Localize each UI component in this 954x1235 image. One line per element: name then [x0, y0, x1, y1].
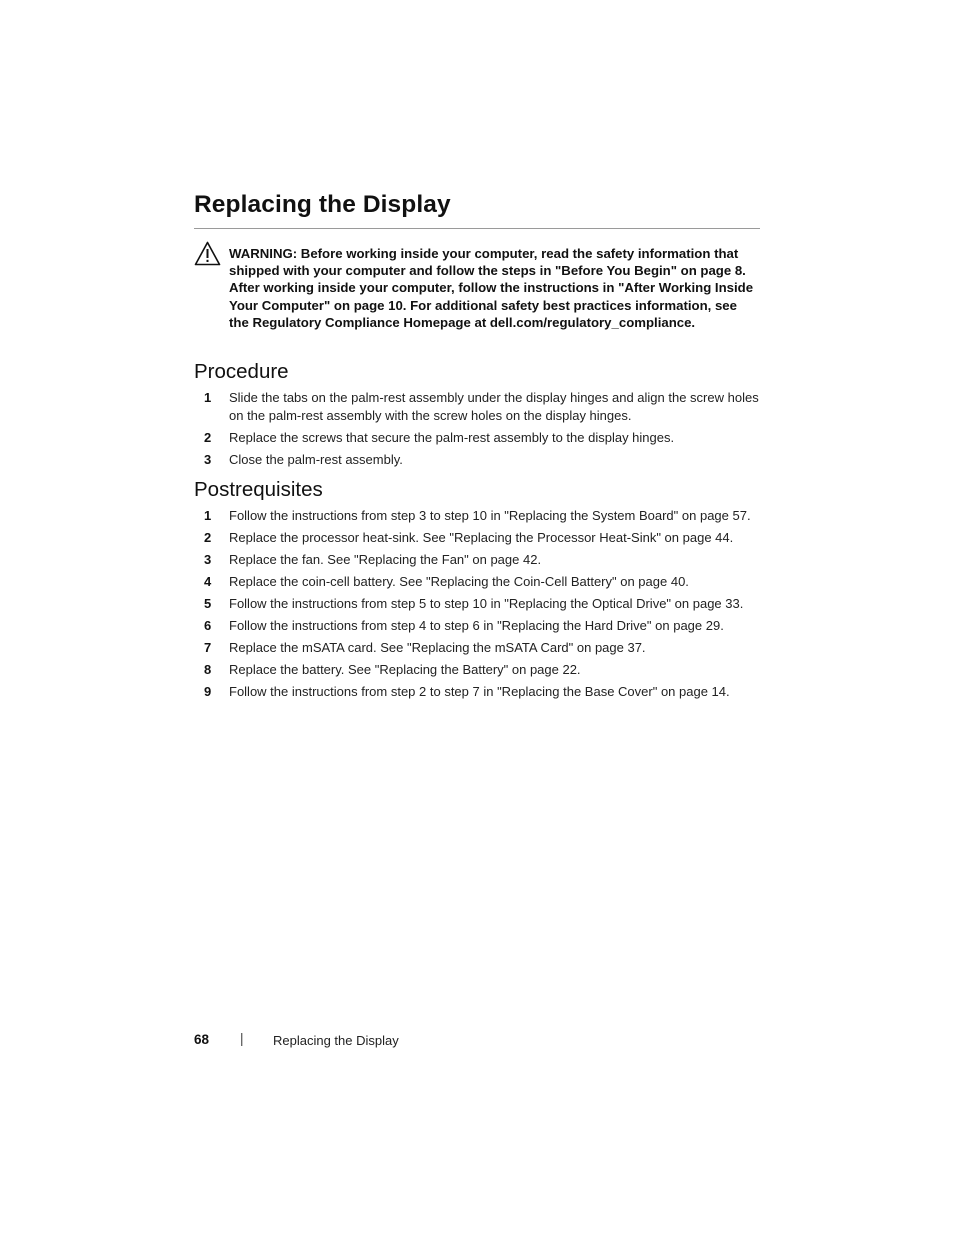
- step-number: 1: [204, 390, 212, 405]
- list-item: [194, 639, 764, 657]
- step-number: 6: [204, 618, 212, 633]
- step-text: Replace the mSATA card. See "Replacing the mSATA Card" on page 37.: [229, 640, 646, 655]
- step-number: 1: [204, 508, 212, 523]
- list-item: [194, 451, 764, 469]
- postrequisites-heading: Postrequisites: [194, 478, 323, 501]
- list-item: [194, 429, 764, 447]
- step-number: 4: [204, 574, 212, 589]
- page-title: Replacing the Display: [194, 191, 451, 218]
- step-number: 8: [204, 662, 212, 677]
- list-item: [194, 551, 764, 569]
- step-text: Replace the processor heat-sink. See "Replacing the Processor Heat-Sink" on page 44.: [229, 530, 734, 545]
- footer-separator: |: [240, 1031, 244, 1046]
- list-item: [194, 573, 764, 591]
- step-text: Replace the screws that secure the palm-rest assembly to the display hinges.: [229, 429, 675, 445]
- list-item: [194, 661, 764, 679]
- step-number: 5: [204, 596, 212, 611]
- step-number: 2: [204, 429, 212, 445]
- footer-section-title: Replacing the Display: [273, 1033, 399, 1048]
- title-divider: [194, 228, 760, 229]
- step-text: Slide the tabs on the palm-rest assembly under the display hinges and align the screw holes on the palm-rest assembly with the screw holes on the display hinges.: [229, 390, 759, 423]
- step-text: Replace the battery. See "Replacing the Battery" on page 22.: [229, 662, 581, 677]
- step-text: Replace the coin-cell battery. See "Replacing the Coin-Cell Battery" on page 40.: [229, 574, 689, 589]
- list-item: [194, 683, 764, 701]
- procedure-heading: Procedure: [194, 360, 289, 383]
- page-number: 68: [194, 1032, 210, 1047]
- step-number: 9: [204, 684, 212, 699]
- list-item: [194, 529, 764, 547]
- postrequisites-steps: [194, 507, 764, 705]
- step-text: Close the palm-rest assembly.: [229, 451, 403, 467]
- step-number: 7: [204, 640, 212, 655]
- list-item: [194, 617, 764, 635]
- step-text: Follow the instructions from step 3 to step 10 in "Replacing the System Board" on page 57.: [229, 508, 751, 523]
- list-item: [194, 507, 764, 525]
- list-item: [194, 595, 764, 613]
- step-text: Follow the instructions from step 4 to step 6 in "Replacing the Hard Drive" on page 29.: [229, 618, 724, 633]
- step-text: Follow the instructions from step 5 to step 10 in "Replacing the Optical Drive" on page 33.: [229, 596, 744, 611]
- step-text: Follow the instructions from step 2 to step 7 in "Replacing the Base Cover" on page 14.: [229, 684, 730, 699]
- warning-text: WARNING: Before working inside your computer, read the safety information that shipped with your computer and follow the steps in "Before You Begin" on page 8. After working inside your computer, follow the instructions in "After Working Inside Your Computer" on page 10. For additional safety best practices information, see the Regulatory Compliance Homepage at dell.com/regulatory_compliance.: [229, 246, 754, 330]
- step-number: 2: [204, 530, 212, 545]
- list-item: [194, 389, 764, 424]
- step-number: 3: [204, 552, 212, 567]
- warning-triangle-icon: [194, 241, 221, 266]
- step-text: Replace the fan. See "Replacing the Fan" on page 42.: [229, 552, 542, 567]
- procedure-steps: [194, 389, 764, 473]
- step-number: 3: [204, 451, 212, 467]
